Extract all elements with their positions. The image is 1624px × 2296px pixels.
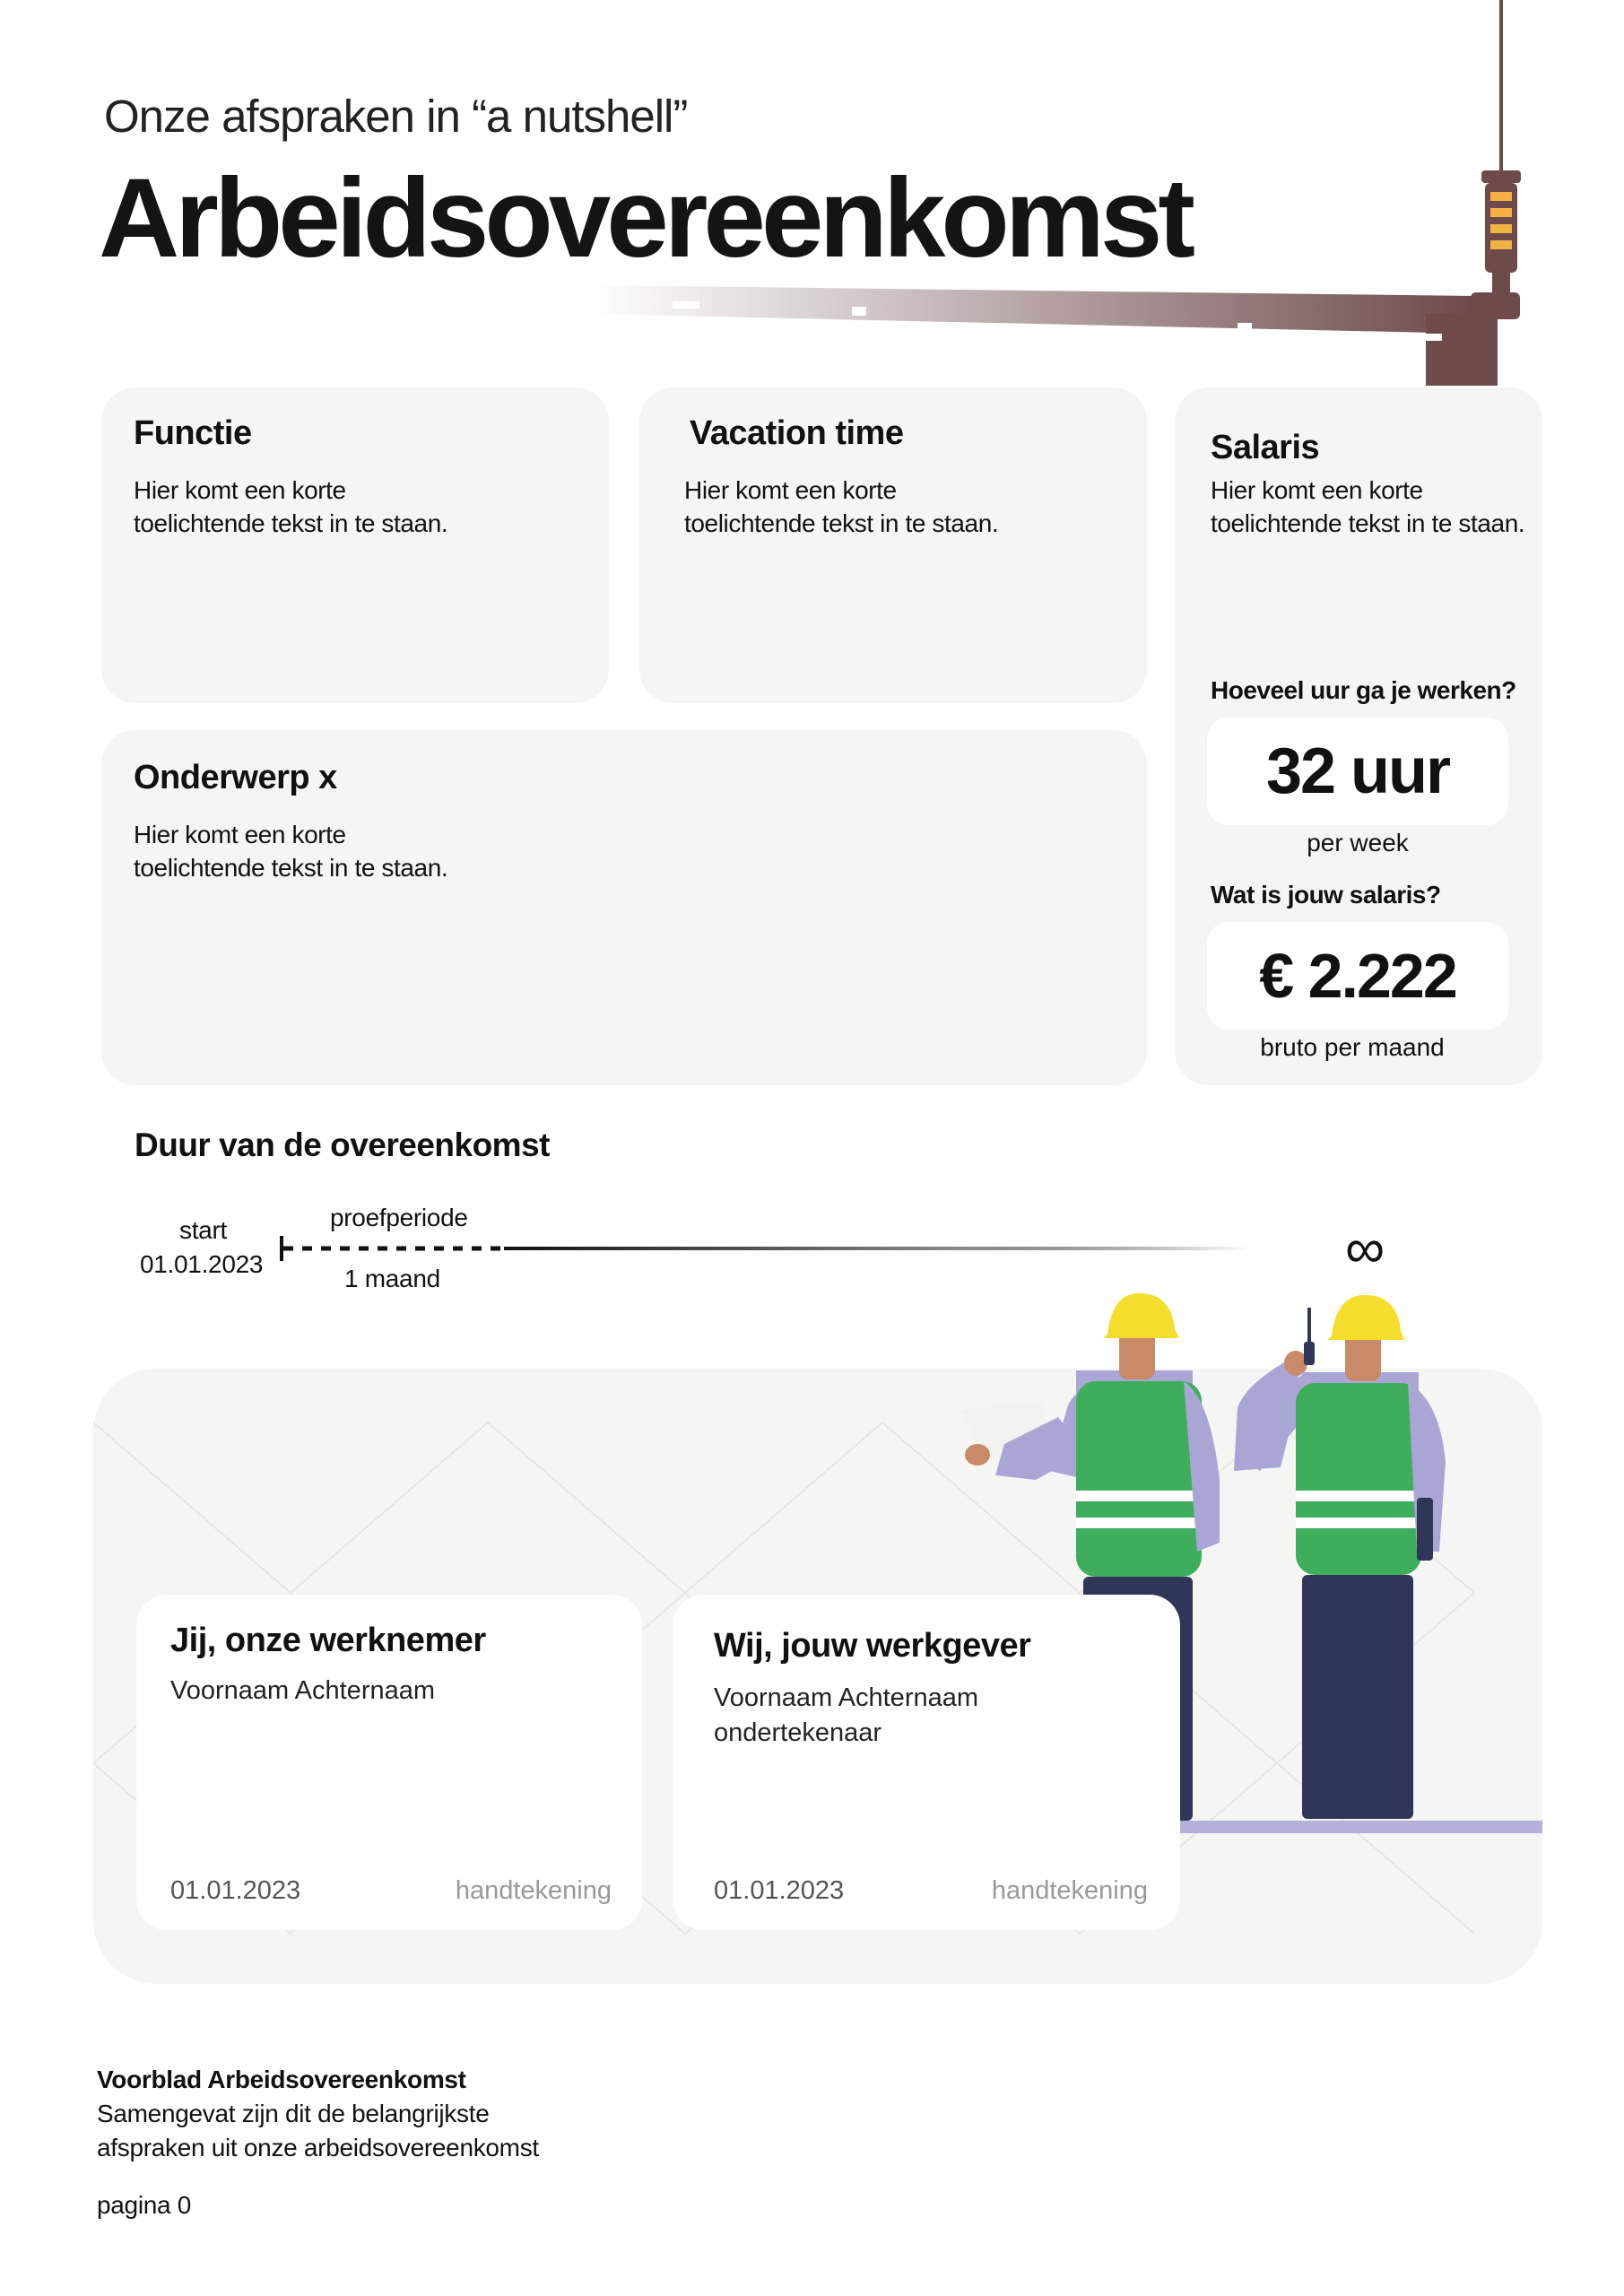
hours-caption: per week: [1307, 829, 1409, 857]
page-title: Arbeidsovereenkomst: [99, 156, 1191, 281]
functie-text-line1: Hier komt een korte: [134, 476, 346, 504]
salaris-text-line1: Hier komt een korte: [1211, 476, 1423, 504]
hours-value: 32 uur: [1207, 718, 1508, 825]
onderwerp-title: Onderwerp x: [134, 759, 337, 796]
start-date: 01.01.2023: [140, 1250, 264, 1278]
trial-length: 1 maand: [344, 1265, 440, 1292]
employer-title: Wij, jouw werkgever: [714, 1627, 1031, 1665]
employee-title: Jij, onze werknemer: [170, 1622, 486, 1659]
infinity-icon: ∞: [1345, 1218, 1385, 1280]
page-number: pagina 0: [97, 2191, 192, 2219]
start-label: start: [179, 1216, 227, 1244]
duration-title: Duur van de overeenkomst: [135, 1126, 550, 1163]
salary-question: Wat is jouw salaris?: [1211, 881, 1441, 909]
onderwerp-text-line1: Hier komt een korte: [134, 821, 346, 848]
timeline-line: [269, 1229, 1345, 1265]
vacation-text-line2: toelichtende tekst in te staan.: [684, 509, 999, 537]
vacation-title: Vacation time: [690, 414, 904, 452]
page-subtitle: Onze afspraken in “a nutshell”: [104, 91, 688, 142]
employee-signature-card: [136, 1595, 642, 1930]
employer-role: ondertekenaar: [714, 1718, 882, 1747]
functie-title: Functie: [134, 414, 252, 452]
salaris-title: Salaris: [1211, 429, 1320, 466]
footer-doc-title: Voorblad Arbeidsovereenkomst: [97, 2066, 466, 2093]
salary-value: € 2.222: [1207, 922, 1508, 1030]
employer-date: 01.01.2023: [714, 1876, 845, 1905]
onderwerp-text-line2: toelichtende tekst in te staan.: [134, 854, 448, 882]
footer-desc-line1: Samengevat zijn dit de belangrijkste: [97, 2100, 490, 2127]
functie-text-line2: toelichtende tekst in te staan.: [134, 509, 448, 537]
employer-signature-card: [673, 1595, 1180, 1930]
salaris-card: [1175, 387, 1542, 1085]
functie-card: [101, 387, 609, 703]
onderwerp-card: [101, 730, 1147, 1085]
employee-name: Voornaam Achternaam: [170, 1676, 436, 1705]
salaris-text-line2: toelichtende tekst in te staan.: [1211, 509, 1525, 537]
trial-label: proefperiode: [330, 1204, 468, 1231]
employee-date: 01.01.2023: [170, 1876, 301, 1905]
employee-signature-field[interactable]: handtekening: [455, 1876, 612, 1905]
vacation-card: [639, 387, 1147, 703]
footer-desc-line2: afspraken uit onze arbeidsovereenkomst: [97, 2134, 539, 2161]
employer-signature-field[interactable]: handtekening: [991, 1876, 1148, 1905]
crane-illustration: [592, 0, 1542, 395]
vacation-text-line1: Hier komt een korte: [684, 476, 897, 504]
employer-name: Voornaam Achternaam: [714, 1683, 979, 1712]
salary-caption: bruto per maand: [1260, 1033, 1445, 1061]
hours-question: Hoeveel uur ga je werken?: [1211, 676, 1516, 704]
